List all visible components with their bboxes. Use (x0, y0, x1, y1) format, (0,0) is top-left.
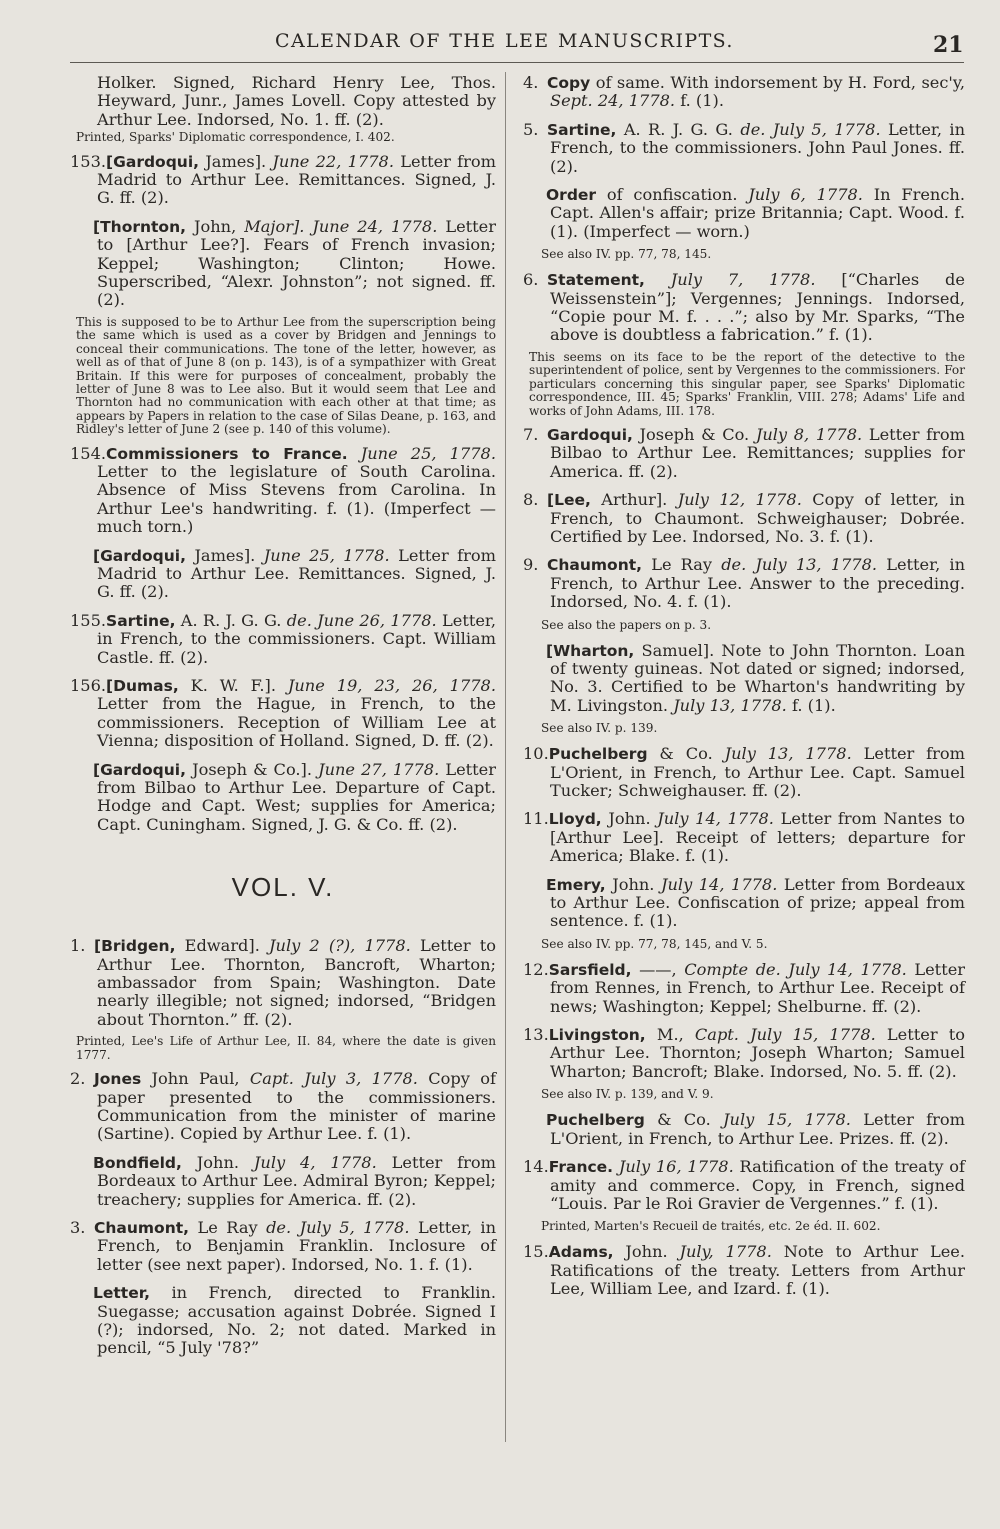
entry-number: 11. (523, 809, 549, 829)
entry-number: 12. (523, 959, 549, 979)
entry-date: July 15, 1778. (723, 1110, 851, 1130)
entry-number: 6. (523, 270, 539, 290)
entry-text: Letter from L'Orient, in French, to Arthur Lee. Prizes. ff. (2). (550, 1110, 965, 1148)
calendar-entry (523, 642, 965, 716)
entry-name: Bondfield, (93, 1153, 182, 1172)
page-number: 21 (933, 32, 964, 58)
entry-date: Capt. July 3, 1778. (249, 1069, 418, 1089)
see-also-note: See also IV. pp. 77, 78, 145, and V. 5. (541, 936, 768, 951)
entry-number: 3. (70, 1217, 86, 1237)
entry-name-detail: Edward]. (175, 936, 270, 956)
entry-name: Adams, (548, 1243, 614, 1262)
entry-text: Letter, in French, to the commissioners. John Paul Jones. ff. (2). (550, 119, 966, 176)
calendar-entry (70, 1284, 496, 1358)
entry-text: Letter from Madrid to Arthur Lee. Remittances. Signed, J. G. ff. (2). (97, 151, 496, 208)
entry-text: Letter, in French, to Arthur Lee. Answer to the preceding. Indorsed, No. 4. f. (1). (550, 555, 965, 612)
entry-name-detail: in French, directed to Franklin. Suegasse; accusation against Dobrée. Signed I (?); indorsed, No. 2; not dated. Marked in pencil, “5 July '78?” (97, 1283, 496, 1358)
calendar-entry (70, 218, 496, 310)
entry-date: June 19, 23, 26, 1778. (287, 676, 496, 695)
entry-name: [Gardoqui, (93, 546, 186, 565)
running-title: CALENDAR OF THE LEE MANUSCRIPTS. (275, 30, 734, 52)
entry-name-detail: & Co. (647, 744, 725, 764)
entry-name: Commissioners to France. (106, 444, 348, 463)
header-rule (70, 62, 964, 63)
entry-name: Sartine, (547, 120, 617, 139)
entry-text: Letter to [Arthur Lee?]. Fears of French invasion; Keppel; Washington; Clinton; Howe. Superscribed, “Alexr. Johnston”; not signed. ff. (2). (97, 216, 496, 310)
entry-number: 2. (70, 1069, 86, 1089)
calendar-entry (70, 677, 496, 751)
entry-name: Gardoqui, (547, 425, 633, 444)
entry-date: de. July 5, 1778. (740, 119, 881, 139)
entry-name: Order (546, 186, 597, 205)
entry-date: Major]. (244, 216, 305, 236)
calendar-entry (523, 1158, 965, 1213)
right-column (523, 74, 965, 1309)
calendar-entry (70, 1154, 496, 1209)
entry-text: Letter from Bordeaux to Arthur Lee. Confiscation of prize; appeal from sentence. f. (1). (550, 874, 965, 931)
entry-date: June 25, 1778. (263, 545, 390, 565)
entry-text: Letter to the legislature of South Carolina. Absence of Miss Stevens from Carolina. In Arthur Lee's handwriting. f. (1). (Imperfect — much torn.) (97, 461, 496, 537)
calendar-entry (523, 961, 965, 1016)
entry-date-extra: June 24, 1778. (304, 216, 438, 236)
entry-name: [Thornton, (93, 217, 186, 236)
entry-note: This seems on its face to be the report of the detective to the superintendent of police, sent by Vergennes to the commissioners. For particulars concerning this singular paper, see Sparks' Diplomatic correspondence, III. 45; Sparks' Franklin, VIII. 278; Adams' Life and works of John Adams, III. 178. (529, 349, 965, 418)
entry-number: 155. (70, 610, 107, 630)
calendar-entry (70, 1219, 496, 1274)
entry-text: Letter from Bordeaux to Arthur Lee. Admiral Byron; Keppel; treachery; supplies for America. ff. (2). (97, 1152, 496, 1209)
entry-date: July, 1778. (679, 1242, 772, 1262)
entry-note: Printed, Sparks' Diplomatic correspondence, I. 402. (76, 130, 395, 145)
calendar-entry (70, 612, 496, 667)
entry-name-detail: K. W. F.]. (178, 676, 288, 695)
entry-name-detail: John. (613, 1242, 680, 1262)
entry-number: 156. (70, 676, 107, 695)
entry-date: July 8, 1778. (755, 424, 863, 444)
entry-name: [Gardoqui, (106, 152, 200, 171)
vol-heading: VOL. V. (231, 872, 335, 903)
entry-text: Letter, in French, to the commissioners. Capt. William Castle. ff. (2). (97, 610, 497, 667)
entry-number: 1. (70, 936, 86, 956)
calendar-entry (70, 445, 496, 537)
calendar-entry (523, 121, 965, 176)
entry-text: Letter, in French, to Benjamin Franklin. Inclosure of letter (see next paper). Indorsed, No. 1. f. (1). (97, 1217, 497, 1274)
see-also-note: See also the papers on p. 3. (541, 617, 712, 632)
entry-date: June 25, 1778. (360, 443, 496, 463)
calendar-entry (523, 745, 965, 800)
calendar-entry (523, 491, 965, 546)
entry-text: Letter from L'Orient, in French, to Arthur Lee. Capt. Samuel Tucker; Schweighauser. ff. (2). (550, 744, 965, 800)
entry-name: Copy (547, 74, 591, 92)
entry-text: [“Charles de Weissenstein”]; Vergennes; Jennings. Indorsed, “Copie pour M. f. . . .”; also by Mr. Sparks, “The above is doubtless a fabrication.” f. (1). (550, 270, 965, 345)
entry-name: Lloyd, (548, 810, 602, 829)
calendar-entry (523, 426, 965, 481)
calendar-entry (70, 1070, 496, 1144)
entry-date: July 13, 1778. (724, 744, 852, 764)
entry-date: de. June 26, 1778. (286, 610, 437, 630)
see-also-note: Printed, Marten's Recueil de traités, etc. 2e éd. II. 602. (541, 1219, 881, 1234)
calendar-entry (523, 556, 965, 611)
calendar-entry (70, 761, 496, 835)
entry-name-detail: A. R. J. G. G. (175, 610, 287, 630)
entry-name-detail (348, 444, 361, 463)
entry-text: Letter from Bilbao to Arthur Lee. Departure of Capt. Hodge and Capt. West; supplies for America; Capt. Cuningham. Signed, J. G. & Co. ff. (2). (97, 759, 497, 834)
entry-name-detail: Le Ray (642, 555, 722, 575)
entry-text: Copy of letter, in French, to Chaumont. Schweighauser; Dobrée. Certified by Lee. Indorsed, No. 3. f. (1). (550, 490, 965, 546)
entry-name-detail: Samuel]. Note to John Thornton. Loan of twenty guineas. Not dated or signed; indorsed, No. 3. Certified to be Wharton's handwriting by M. Livingston. (550, 640, 965, 715)
entry-name: Puchelberg (548, 745, 648, 764)
calendar-entry (523, 810, 965, 865)
entry-date: July 14, 1778. (660, 874, 778, 894)
entry-name: Chaumont, (547, 556, 643, 575)
entry-name: [Gardoqui, (93, 760, 186, 779)
entry-name: [Dumas, (106, 677, 179, 695)
entry-text: Letter to Arthur Lee. Thornton; Joseph Wharton; Samuel Wharton; Bancroft; Blake. Indorsed, No. 5. ff. (2). (550, 1025, 965, 1081)
entry-name-detail: Le Ray (189, 1217, 267, 1237)
entry-name-detail: John Paul, (141, 1069, 250, 1089)
entry-text: f. (1). (675, 91, 724, 111)
left-column (70, 74, 496, 1368)
column-divider (505, 72, 506, 1442)
calendar-entry (523, 1026, 965, 1081)
see-also-note: See also IV. p. 139, and V. 9. (541, 1087, 714, 1102)
entry-note: This is supposed to be to Arthur Lee from the superscription being the same which is used as a cover by Bridgen and Jennings to conceal their communications. The tone of the letter, however, as well as of that of June 8 (on p. 143), is of a sympathizer with Great Britain. If this were for purposes of concealment, probably the letter of June 8 was to Lee also. But it would seem that Lee and Thornton had no communication with each other at that time; as appears by Papers in relation to the case of Silas Deane, p. 163, and Ridley's letter of June 2 (see p. 140 of this volume). (76, 314, 496, 437)
entry-text: Letter from the Hague, in French, to the commissioners. Reception of William Lee at Vienna; disposition of Holland. Signed, D. ff. (2). (97, 694, 496, 751)
entry-text: Letter to Arthur Lee. Thornton, Bancroft, Wharton; ambassador from Spain; Washington. Date nearly illegible; not signed; indorsed, “Bridgen about Thornton.” ff. (2). (97, 936, 496, 1029)
calendar-entry (70, 547, 496, 602)
entry-text: Letter from Madrid to Arthur Lee. Remittances. Signed, J. G. ff. (2). (97, 545, 496, 602)
left-entries-vol5 (70, 937, 496, 1358)
page-header (0, 30, 1000, 66)
entry-text: Letter from Nantes to [Arthur Lee]. Receipt of letters; departure for America; Blake. f. (1). (550, 809, 965, 866)
entry-date: July 2 (?), 1778. (269, 936, 411, 956)
entry-date: de. July 5, 1778. (266, 1217, 410, 1237)
entry-date: June 22, 1778. (272, 151, 394, 171)
entry-date: Capt. July 15, 1778. (694, 1025, 876, 1045)
entry-name-detail: of confiscation. (596, 185, 749, 205)
entry-date: Compte de. July 14, 1778. (684, 959, 907, 979)
entry-name-detail: ——, (631, 959, 685, 979)
calendar-entry (523, 1111, 965, 1148)
entry-number: 154. (70, 443, 107, 463)
entry-text: Letter from Bilbao to Arthur Lee. Remittances; supplies for America. ff. (2). (550, 424, 965, 481)
entry-name: Sarsfield, (548, 960, 632, 979)
entry-text: In French. Capt. Allen's affair; prize Britannia; Capt. Wood. f. (1). (Imperfect — worn.) (550, 185, 965, 241)
calendar-entry (523, 271, 965, 345)
see-also-note: See also IV. p. 139. (541, 721, 658, 736)
entry-name: Emery, (546, 875, 606, 894)
entry-name-detail: John. (605, 874, 661, 894)
entry-name: [Lee, (547, 491, 591, 510)
entry-name: Livingston, (548, 1026, 646, 1045)
entry-number: 153. (70, 151, 107, 171)
entry-name: Puchelberg (546, 1111, 645, 1130)
entry-name: [Bridgen, (94, 937, 176, 956)
entry-number: 10. (523, 744, 549, 764)
entry-text: Ratification of the treaty of amity and commerce. Copy, in French, signed “Louis. Par le Roi Gravier de Vergennes.” f. (1). (550, 1157, 965, 1213)
entry-name: Letter, (93, 1284, 150, 1303)
entry-name: France. (548, 1158, 614, 1177)
entry-name-detail: Joseph & Co.]. (186, 759, 319, 779)
entry-number: 4. (523, 73, 539, 92)
entry-name: Sartine, (106, 611, 176, 630)
entry-date: de. July 13, 1778. (721, 555, 878, 575)
entry-name: [Wharton, (546, 641, 635, 660)
entry-date: July 14, 1778. (657, 809, 774, 829)
calendar-entry (70, 153, 496, 208)
entry-date: July 16, 1778. (618, 1157, 734, 1177)
calendar-entry (523, 186, 965, 241)
calendar-entry (70, 937, 496, 1029)
entry-name-detail: M., (645, 1025, 695, 1045)
entry-name-detail: & Co. (644, 1110, 724, 1130)
entry-name: Chaumont, (94, 1218, 190, 1237)
entry-name-detail: John. (601, 809, 658, 829)
entry-name-detail: James]. (186, 545, 264, 565)
entry-text: Note to Arthur Lee. Ratifications of the treaty. Letters from Arthur Lee, William Lee, and Izard. f. (1). (550, 1242, 966, 1299)
calendar-entry (523, 74, 965, 111)
entry-name: Statement, (547, 271, 645, 290)
entry-text: f. (1). (786, 695, 836, 715)
entry-name-detail: of same. With indorsement by H. Ford, sec'y, (590, 73, 965, 92)
entry-number: 14. (523, 1157, 549, 1177)
entry-name-detail: John. (181, 1152, 254, 1172)
entry-date: July 12, 1778. (677, 490, 802, 510)
entry-name-detail: James]. (199, 151, 273, 171)
entry-name-detail: John, (186, 216, 245, 236)
entry-date: July 7, 1778. (670, 270, 816, 290)
entry-name-detail (645, 270, 671, 289)
continued-entry: Holker. Signed, Richard Henry Lee, Thos. Heyward, Junr., James Lovell. Copy attested by Arthur Lee. Indorsed, No. 1. ff. (2). (97, 73, 496, 129)
entry-number: 9. (523, 555, 539, 575)
right-entries (523, 74, 965, 1299)
entry-date: July 4, 1778. (253, 1152, 377, 1172)
entry-name: Jones (94, 1070, 142, 1089)
entry-number: 7. (523, 424, 539, 444)
calendar-entry (523, 1243, 965, 1298)
entry-text: Letter from Rennes, in French, to Arthur Lee. Receipt of news; Washington; Keppel; Shelburne. ff. (2). (550, 959, 966, 1016)
entry-date: July 13, 1778. (673, 695, 787, 715)
entry-name-detail: Arthur]. (590, 490, 678, 510)
see-also-note: See also IV. pp. 77, 78, 145. (541, 247, 712, 262)
entry-number: 15. (523, 1242, 549, 1262)
entry-number: 8. (523, 490, 539, 510)
entry-date: June 27, 1778. (318, 759, 440, 779)
entry-text: Copy of paper presented to the commissioners. Communication from the minister of marine (Sartine). Copied by Arthur Lee. f. (1). (97, 1069, 496, 1144)
calendar-entry (523, 876, 965, 931)
entry-date: July 6, 1778. (748, 185, 863, 205)
entry-number: 5. (523, 119, 539, 139)
entry-name-detail: Joseph & Co. (632, 424, 756, 444)
entry-number: 13. (523, 1025, 549, 1045)
left-entries (70, 74, 496, 834)
entry-date: Sept. 24, 1778. (550, 91, 676, 111)
entry-name-detail: A. R. J. G. G. (616, 119, 741, 139)
entry-note: Printed, Lee's Life of Arthur Lee, II. 84, where the date is given 1777. (76, 1034, 496, 1062)
